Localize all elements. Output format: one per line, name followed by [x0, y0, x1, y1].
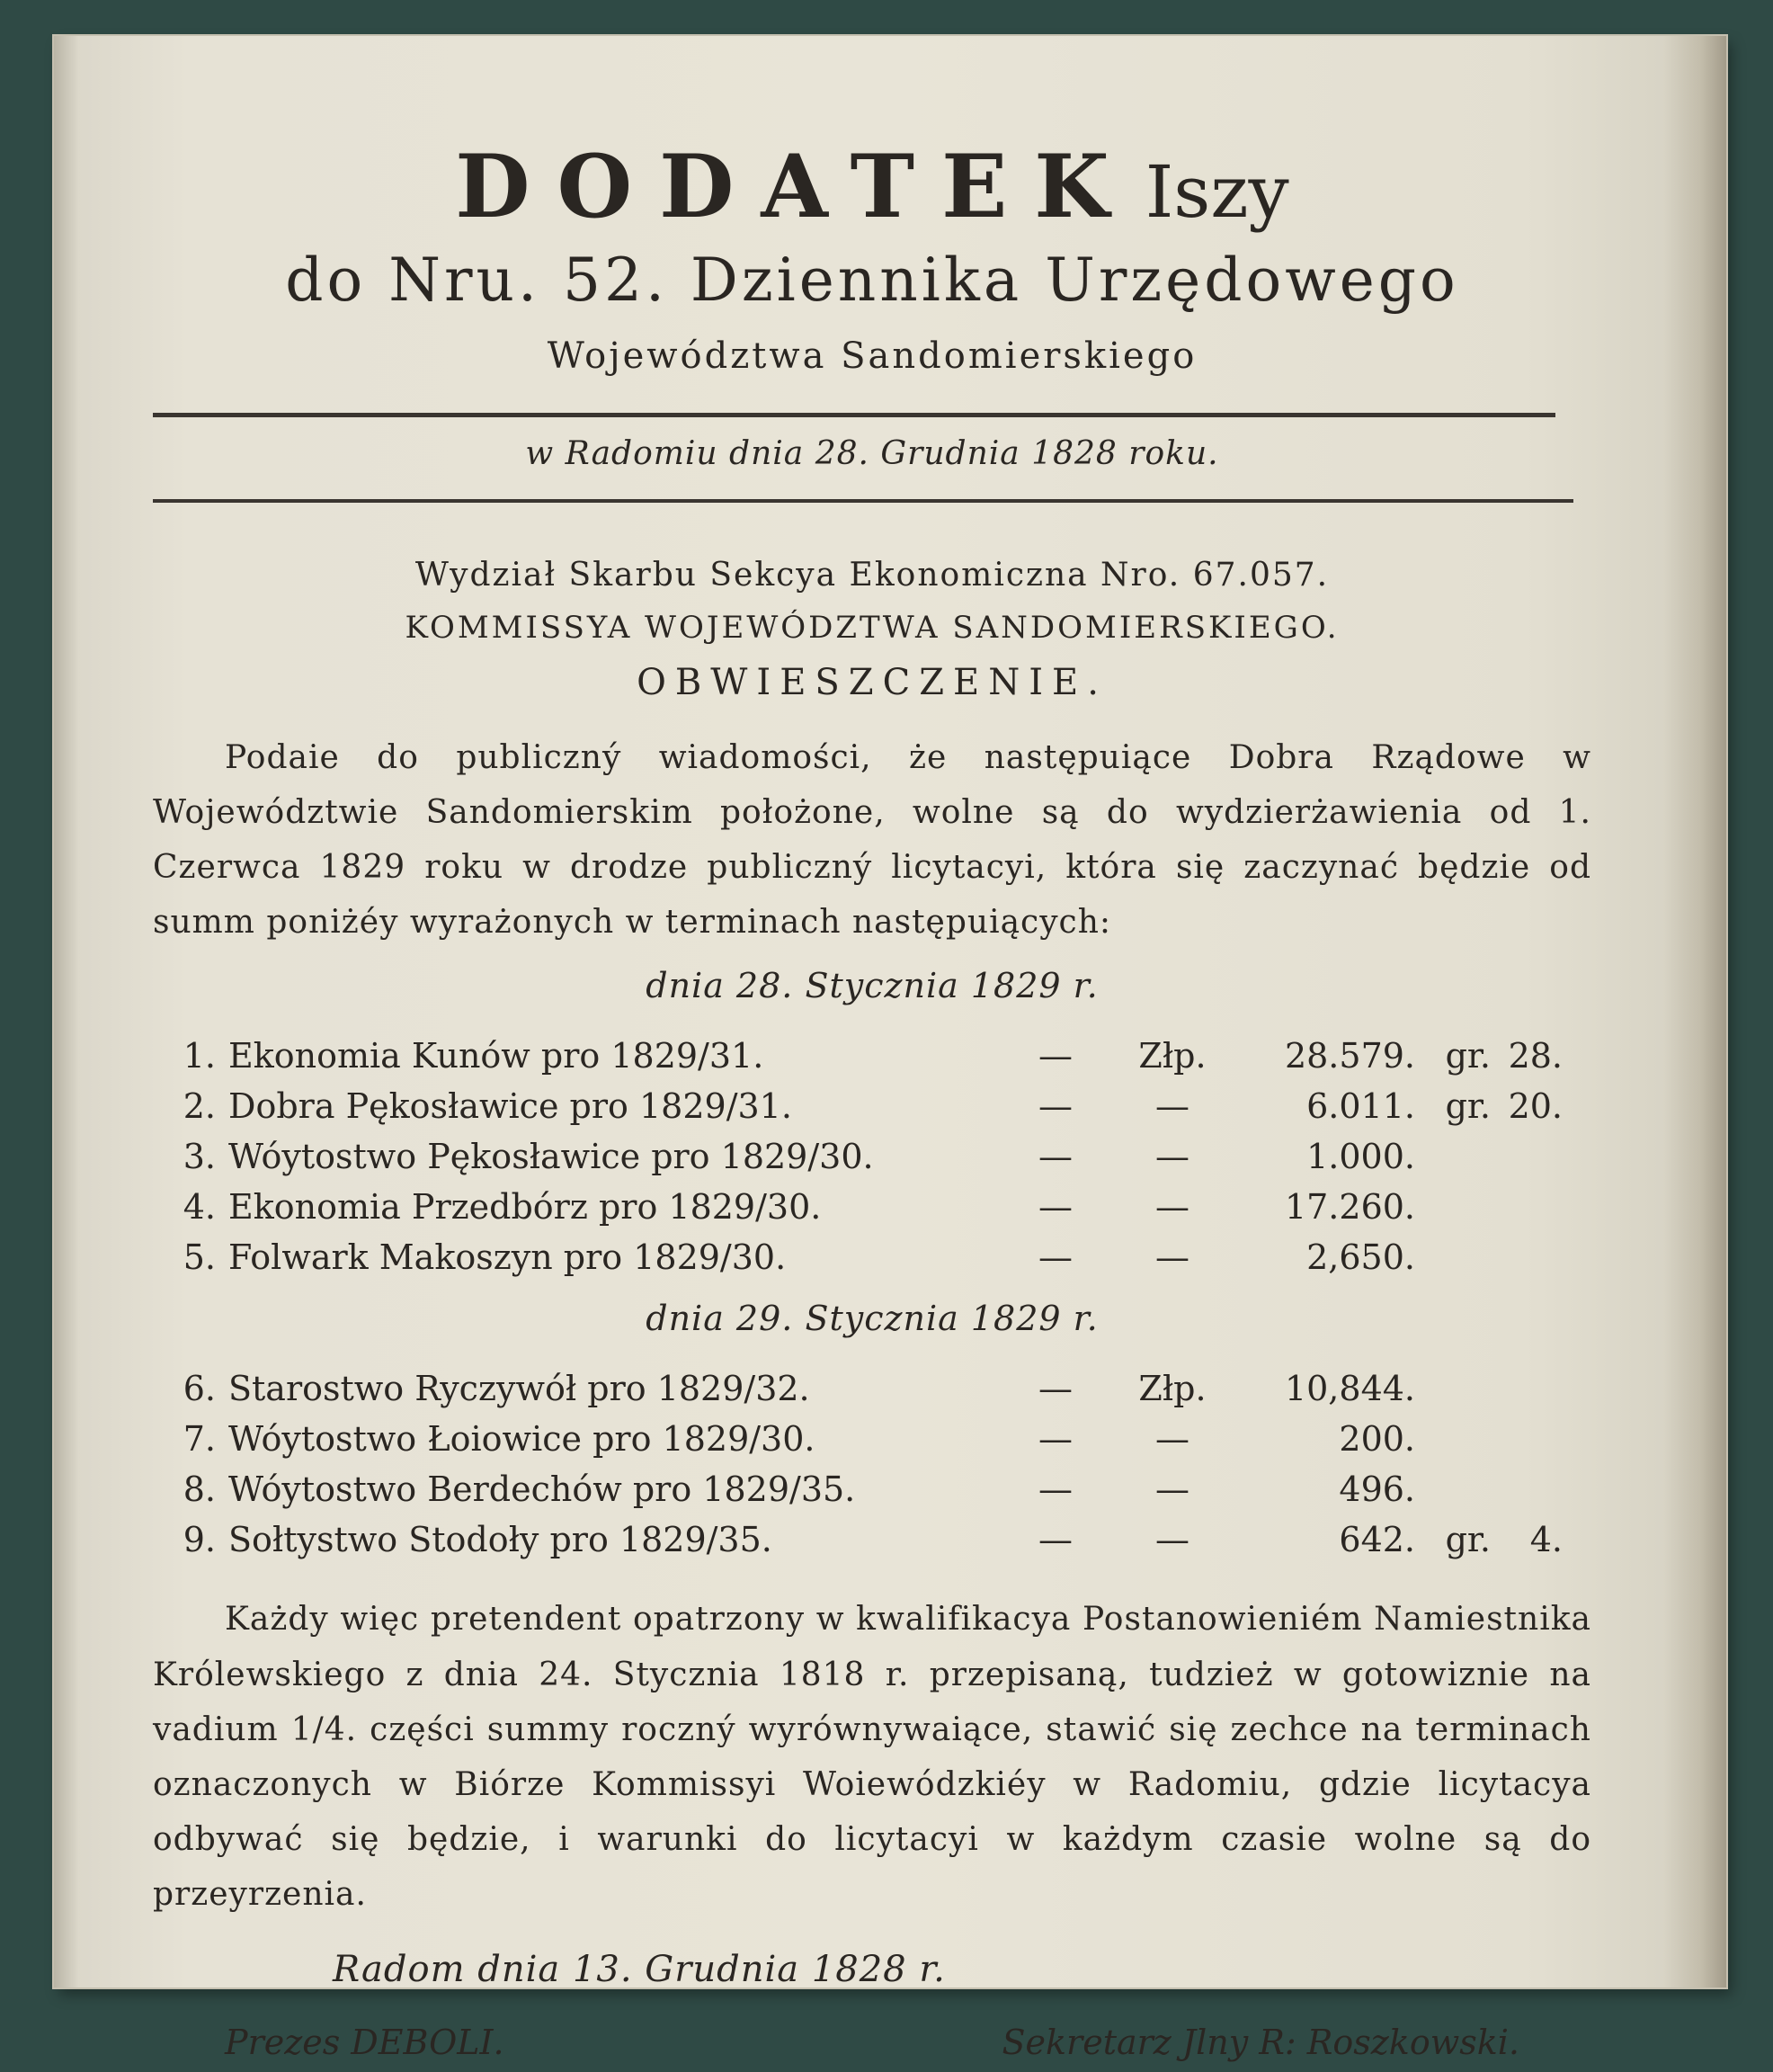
- divider-top: [153, 413, 1555, 417]
- item-dash: —: [1038, 1086, 1073, 1127]
- item-name: Starostwo Ryczywół pro 1829/32.: [228, 1369, 810, 1409]
- item-amount: 496.: [1339, 1469, 1415, 1510]
- document-title: [153, 136, 1591, 237]
- item-dash: —: [1038, 1520, 1073, 1560]
- item-number: 8.: [183, 1469, 216, 1510]
- day1-table: [153, 1031, 1563, 1282]
- item-amount: 6.011.: [1306, 1086, 1415, 1127]
- document-page: [54, 36, 1726, 2063]
- secretary-signature: Sekretarz Jlny R: Roszkowski.: [1002, 2023, 1519, 2063]
- item-grosze-label: [1415, 1182, 1491, 1232]
- item-number: 6.: [183, 1369, 216, 1409]
- title-suffix: Iszy: [1145, 150, 1289, 234]
- item-grosze-label: gr.: [1445, 1520, 1491, 1560]
- table-row: [153, 1414, 1563, 1464]
- item-amount: 642.: [1339, 1520, 1415, 1560]
- title-word: DODATEK: [455, 136, 1136, 237]
- table-row: [153, 1363, 1563, 1414]
- item-currency: —: [1155, 1419, 1189, 1460]
- notice-heading: OBWIESZCZENIE.: [637, 661, 1108, 703]
- document-subtitle-region: Województwa Sandomierskiego: [547, 335, 1198, 377]
- item-grosze-label: [1415, 1131, 1491, 1182]
- item-name: Ekonomia Przedbórz pro 1829/30.: [228, 1187, 822, 1228]
- binding-edge: [54, 36, 79, 1987]
- item-dash: —: [1038, 1369, 1073, 1409]
- item-currency: Złp.: [1138, 1036, 1207, 1076]
- table-row: [153, 1131, 1563, 1182]
- department-line: Wydział Skarbu Sekcya Ekonomiczna Nro. 67.057.: [414, 556, 1330, 594]
- item-amount: 200.: [1339, 1419, 1415, 1460]
- day2-table: [153, 1363, 1563, 1565]
- item-grosze: 28.: [1508, 1036, 1563, 1076]
- intro-text: Podaie do publiczný wiadomości, że następuiące Dobra Rządowe w Województwie Sandomierskim położone, wolne są do wydzierżawienia od 1. Czerwca 1829 roku w drodze publiczný licytacyi, która się zaczynać będzie od summ poniżéy wyrażonych w terminach następuiących:: [153, 738, 1591, 942]
- document-subtitle: do Nru. 52. Dziennika Urzędowego: [285, 246, 1459, 315]
- item-grosze: [1491, 1414, 1563, 1464]
- item-dash: —: [1038, 1036, 1073, 1076]
- item-grosze: [1491, 1363, 1563, 1414]
- item-grosze-label: [1415, 1464, 1491, 1514]
- day1-heading: dnia 28. Stycznia 1829 r.: [646, 966, 1099, 1006]
- president-signature: Prezes DEBOLI.: [225, 2023, 504, 2063]
- item-number: 2.: [183, 1086, 216, 1127]
- item-grosze: 20.: [1508, 1086, 1563, 1127]
- item-grosze-label: gr.: [1445, 1086, 1491, 1127]
- divider-bottom: [153, 499, 1573, 503]
- item-grosze: [1491, 1182, 1563, 1232]
- item-currency: —: [1155, 1520, 1189, 1560]
- item-grosze: [1491, 1131, 1563, 1182]
- item-currency: —: [1155, 1137, 1189, 1177]
- item-number: 3.: [183, 1137, 216, 1177]
- item-number: 5.: [183, 1237, 216, 1278]
- item-name: Wóytostwo Łoiowice pro 1829/30.: [228, 1419, 815, 1460]
- issue-dateline: w Radomiu dnia 28. Grudnia 1828 roku.: [525, 434, 1219, 472]
- item-amount: 1.000.: [1306, 1137, 1415, 1177]
- item-name: Ekonomia Kunów pro 1829/31.: [228, 1036, 764, 1076]
- signatures: [153, 2023, 1555, 2062]
- item-dash: —: [1038, 1469, 1073, 1510]
- item-grosze-label: gr.: [1445, 1036, 1491, 1076]
- item-amount: 2,650.: [1306, 1237, 1415, 1278]
- item-dash: —: [1038, 1419, 1073, 1460]
- place-date: Radom dnia 13. Grudnia 1828 r.: [333, 1949, 946, 1991]
- item-currency: —: [1155, 1469, 1189, 1510]
- item-currency: —: [1155, 1187, 1189, 1228]
- item-dash: —: [1038, 1187, 1073, 1228]
- item-name: Sołtystwo Stodoły pro 1829/35.: [228, 1520, 772, 1560]
- item-number: 7.: [183, 1419, 216, 1460]
- terms-text: Każdy więc pretendent opatrzony w kwalifikacya Postanowieniém Namiestnika Królewskiego z dnia 24. Stycznia 1818 r. przepisaną, tudzież w gotowiznie na vadium 1/4. części summy roczný wyrównywaiące, stawić się zechce na terminach oznaczonych w Biórze Kommissyi Woiewódzkiéy w Radomiu, gdzie licytacya odbywać się będzie, i warunki do licytacyi w każdym czasie wolne są do przeyrzenia.: [153, 1601, 1591, 1914]
- item-amount: 10,844.: [1284, 1369, 1415, 1409]
- item-dash: —: [1038, 1137, 1073, 1177]
- table-row: [153, 1464, 1563, 1514]
- item-grosze: 4.: [1529, 1520, 1563, 1560]
- item-name: Folwark Makoszyn pro 1829/30.: [228, 1237, 787, 1278]
- commission-line: KOMMISSYA WOJEWÓDZTWA SANDOMIERSKIEGO.: [405, 609, 1340, 646]
- table-row: [153, 1031, 1563, 1081]
- item-number: 4.: [183, 1187, 216, 1228]
- item-grosze-label: [1415, 1414, 1491, 1464]
- document-content: [153, 108, 1591, 2062]
- item-number: 9.: [183, 1520, 216, 1560]
- item-grosze: [1491, 1464, 1563, 1514]
- item-grosze-label: [1415, 1363, 1491, 1414]
- page-edge-shadow: [1663, 36, 1726, 1987]
- item-dash: —: [1038, 1237, 1073, 1278]
- item-currency: —: [1155, 1086, 1189, 1127]
- table-row: [153, 1514, 1563, 1565]
- item-currency: —: [1155, 1237, 1189, 1278]
- item-name: Wóytostwo Berdechów pro 1829/35.: [228, 1469, 856, 1510]
- item-grosze-label: [1415, 1232, 1491, 1282]
- day2-heading: dnia 29. Stycznia 1829 r.: [646, 1299, 1099, 1339]
- table-row: [153, 1081, 1563, 1131]
- item-amount: 17.260.: [1284, 1187, 1415, 1228]
- item-grosze: [1491, 1232, 1563, 1282]
- intro-paragraph: [153, 730, 1591, 951]
- item-number: 1.: [183, 1036, 216, 1076]
- terms-paragraph: [153, 1592, 1591, 1922]
- item-name: Wóytostwo Pękosławice pro 1829/30.: [228, 1137, 874, 1177]
- item-name: Dobra Pękosławice pro 1829/31.: [228, 1086, 792, 1127]
- item-amount: 28.579.: [1284, 1036, 1415, 1076]
- table-row: [153, 1232, 1563, 1282]
- item-currency: Złp.: [1138, 1369, 1207, 1409]
- table-row: [153, 1182, 1563, 1232]
